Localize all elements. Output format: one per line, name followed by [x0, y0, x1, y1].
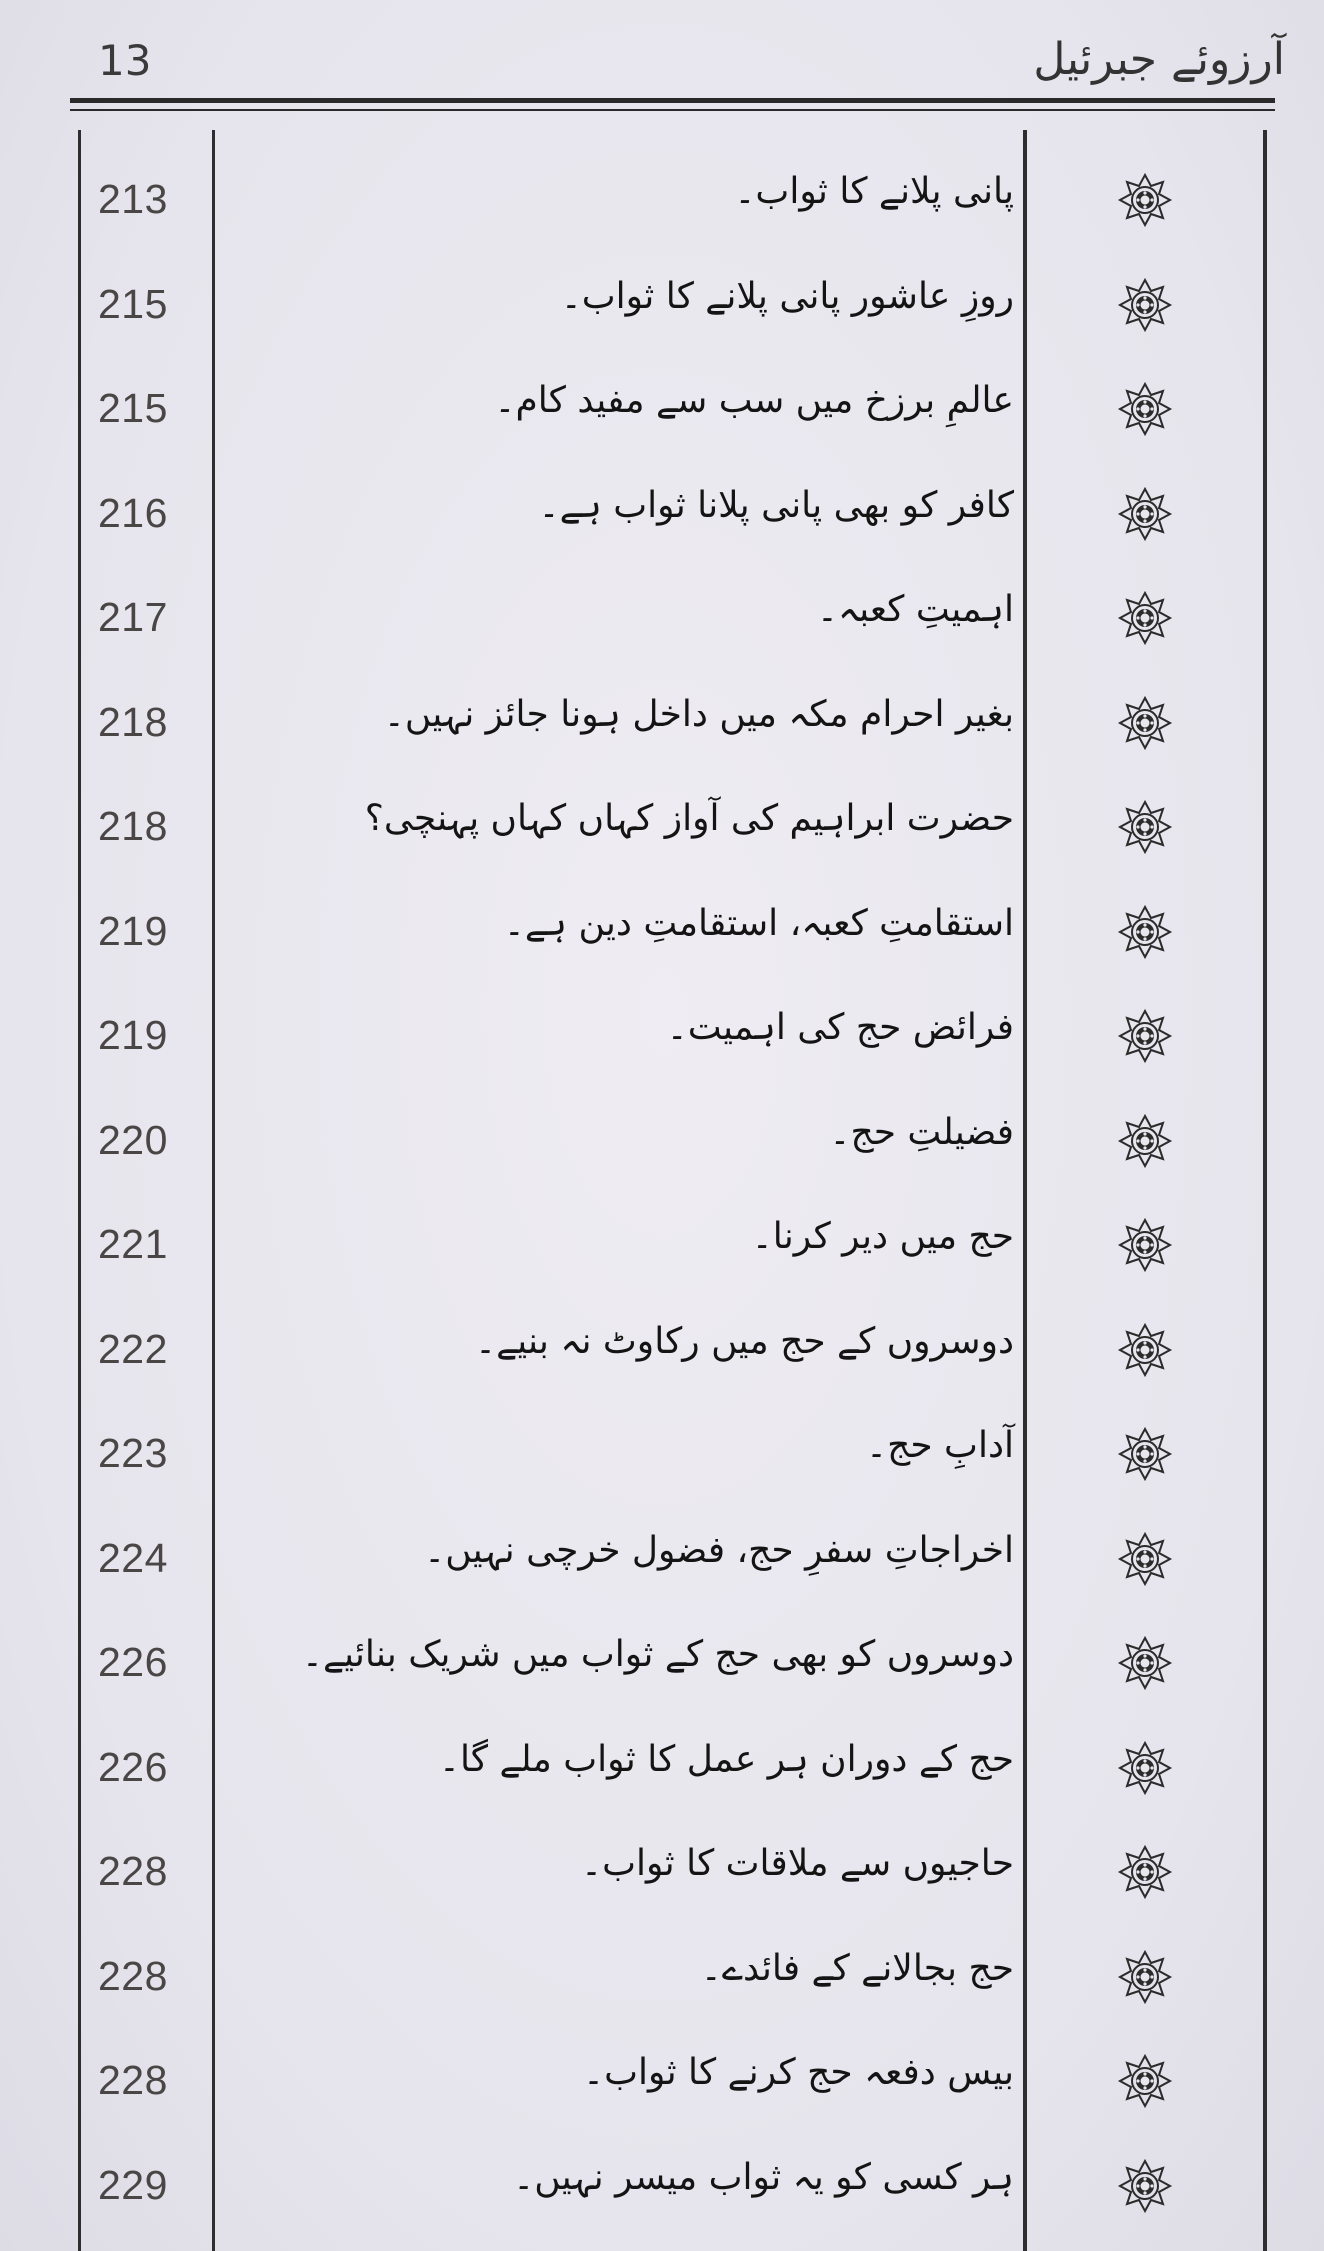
toc-page-number: 226	[98, 1743, 168, 1790]
star-rosette-icon	[1117, 486, 1173, 542]
toc-entry-title: دوسروں کے حج میں رکاوٹ نہ بنیے۔	[474, 1320, 1014, 1362]
toc-entry-title: حاجیوں سے ملاقات کا ثواب۔	[581, 1843, 1014, 1884]
star-rosette-icon	[1117, 1949, 1173, 2005]
table-of-contents	[0, 150, 1324, 2240]
header-rule-thin	[70, 109, 1275, 111]
toc-page-number: 219	[98, 1012, 168, 1058]
toc-row-10	[0, 1091, 1324, 1196]
toc-entry-title: فرائض حج کی اہمیت۔	[666, 1007, 1014, 1048]
toc-entry-title: حج بجالانے کے فائدے۔	[700, 1947, 1014, 1989]
toc-page-number: 228	[98, 2057, 168, 2103]
toc-entry-title: دوسروں کو بھی حج کے ثواب میں شریک بنائیے۔	[301, 1634, 1014, 1675]
star-rosette-icon	[1117, 2158, 1173, 2214]
star-rosette-icon	[1117, 1531, 1173, 1587]
toc-page-number: 229	[98, 2161, 168, 2208]
book-title: آرزوئے جبرئیل	[1033, 34, 1285, 85]
toc-entry-title: فضیلتِ حج۔	[829, 1111, 1014, 1153]
star-rosette-icon	[1117, 381, 1173, 437]
star-rosette-icon	[1117, 277, 1173, 333]
star-rosette-icon	[1117, 1113, 1173, 1169]
page-header	[70, 30, 1285, 100]
star-rosette-icon	[1117, 1322, 1173, 1378]
star-rosette-icon	[1117, 1008, 1173, 1064]
toc-page-number: 228	[98, 1848, 168, 1894]
toc-row-2	[0, 255, 1324, 360]
page-number: 13	[98, 36, 152, 85]
toc-row-6	[0, 673, 1324, 778]
toc-row-13	[0, 1404, 1324, 1509]
toc-entry-title: اہمیتِ کعبہ۔	[816, 589, 1014, 630]
toc-page-number: 215	[98, 280, 168, 327]
toc-page-number: 216	[98, 489, 168, 536]
star-rosette-icon	[1117, 172, 1173, 228]
star-rosette-icon	[1117, 1740, 1173, 1796]
toc-row-15	[0, 1613, 1324, 1718]
toc-row-14	[0, 1509, 1324, 1614]
star-rosette-icon	[1117, 695, 1173, 751]
toc-entry-title: حج کے دوران ہر عمل کا ثواب ملے گا۔	[438, 1738, 1014, 1780]
toc-row-7	[0, 777, 1324, 882]
toc-entry-title: حضرت ابراہیم کی آواز کہاں کہاں پہنچی؟	[364, 798, 1014, 839]
toc-row-20	[0, 2136, 1324, 2241]
toc-page-number: 226	[98, 1639, 168, 1685]
star-rosette-icon	[1117, 2053, 1173, 2109]
toc-entry-title: اخراجاتِ سفرِ حج، فضول خرچی نہیں۔	[424, 1529, 1014, 1571]
toc-row-11	[0, 1195, 1324, 1300]
toc-entry-title: روزِ عاشور پانی پلانے کا ثواب۔	[560, 275, 1014, 317]
toc-page-number: 223	[98, 1430, 168, 1476]
toc-entry-title: پانی پلانے کا ثواب۔	[734, 171, 1014, 212]
toc-page-number: 220	[98, 1116, 168, 1163]
toc-row-19	[0, 2031, 1324, 2136]
toc-row-17	[0, 1822, 1324, 1927]
toc-row-18	[0, 1927, 1324, 2032]
star-rosette-icon	[1117, 1426, 1173, 1482]
star-rosette-icon	[1117, 590, 1173, 646]
toc-row-1	[0, 150, 1324, 255]
toc-entry-title: ہر کسی کو یہ ثواب میسر نہیں۔	[513, 2156, 1014, 2198]
toc-entry-title: استقامتِ کعبہ، استقامتِ دین ہے۔	[503, 902, 1014, 944]
star-rosette-icon	[1117, 799, 1173, 855]
toc-page-number: 218	[98, 803, 168, 849]
toc-page-number: 213	[98, 176, 168, 222]
toc-page-number: 222	[98, 1325, 168, 1372]
toc-entry-title: بیس دفعہ حج کرنے کا ثواب۔	[582, 2052, 1014, 2093]
toc-row-3	[0, 359, 1324, 464]
toc-page-number: 228	[98, 1952, 168, 1999]
toc-entry-title: بغیر احرام مکہ میں داخل ہونا جائز نہیں۔	[383, 693, 1014, 735]
toc-row-4	[0, 464, 1324, 569]
toc-page-number: 217	[98, 594, 168, 640]
toc-page-number: 224	[98, 1534, 168, 1581]
header-rule-thick	[70, 98, 1275, 103]
toc-entry-title: عالمِ برزخ میں سب سے مفید کام۔	[494, 380, 1014, 421]
toc-entry-title: کافر کو بھی پانی پلانا ثواب ہے۔	[538, 484, 1014, 526]
toc-row-16	[0, 1718, 1324, 1823]
star-rosette-icon	[1117, 1217, 1173, 1273]
toc-row-12	[0, 1300, 1324, 1405]
toc-page-number: 215	[98, 385, 168, 431]
toc-page-number: 218	[98, 698, 168, 745]
toc-entry-title: آدابِ حج۔	[866, 1425, 1014, 1466]
toc-entry-title: حج میں دیر کرنا۔	[751, 1216, 1014, 1257]
toc-row-5	[0, 568, 1324, 673]
star-rosette-icon	[1117, 904, 1173, 960]
toc-row-8	[0, 882, 1324, 987]
toc-page-number: 219	[98, 907, 168, 954]
toc-row-9	[0, 986, 1324, 1091]
star-rosette-icon	[1117, 1844, 1173, 1900]
star-rosette-icon	[1117, 1635, 1173, 1691]
toc-page-number: 221	[98, 1221, 168, 1267]
